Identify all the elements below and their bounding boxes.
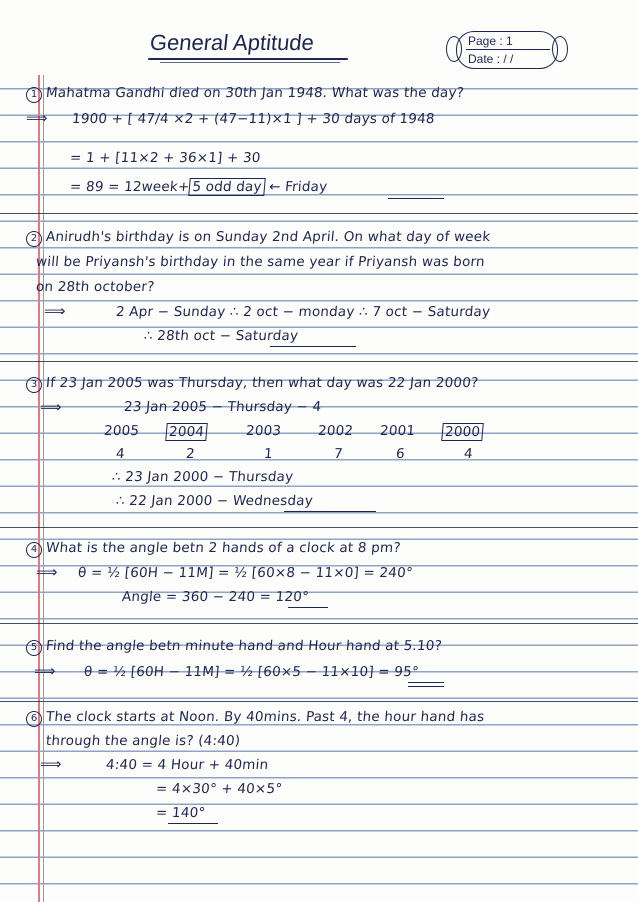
- q3-year-2000: 2000: [441, 423, 484, 441]
- q4-answer-underline: [288, 607, 328, 608]
- arrow-icon: ⟹: [40, 398, 62, 416]
- q6-question-line2: through the angle is? (4:40): [45, 733, 241, 749]
- q2-question-line1: Anirudh's birthday is on Sunday 2nd April. On what day of week: [45, 229, 492, 245]
- q1-step2: = 1 + [11×2 + 36×1] + 30: [69, 150, 262, 166]
- arrow-icon: ⟹: [26, 109, 48, 127]
- section-separator: [0, 213, 638, 214]
- q4-line2: Angle = 360 − 240 = 120°: [121, 589, 310, 605]
- title-underline-2: [160, 62, 340, 63]
- section-separator: [0, 701, 638, 702]
- q5-answer-underline: [408, 682, 444, 683]
- q1-question: Mahatma Gandhi died on 30th Jan 1948. What was the day?: [45, 85, 465, 101]
- q1-odd-day-box: 5 odd day: [189, 178, 266, 196]
- page-number-label: Page : 1: [468, 34, 513, 48]
- page-date-ornament-right: [552, 36, 568, 62]
- title-underline: [148, 58, 348, 60]
- arrow-icon: ⟹: [40, 755, 62, 773]
- q4-line1: θ = ½ [60H − 11M] = ½ [60×8 − 11×0] = 240°: [77, 565, 414, 581]
- q3-year-2003: 2003: [245, 423, 282, 439]
- section-separator: [0, 361, 638, 362]
- question-number-5: 5: [26, 640, 42, 656]
- question-number-3: 3: [26, 377, 42, 393]
- q3-answer-underline: [284, 511, 376, 512]
- q5-answer-underline-2: [408, 686, 444, 687]
- question-number-2: 2: [26, 231, 42, 247]
- q1-answer-underline: [388, 198, 444, 199]
- q6-line1: 4:40 = 4 Hour + 40min: [105, 757, 270, 773]
- q1-step1: 1900 + [ 47/4 ×2 + (47−11)×1 ] + 30 days of 1948: [71, 111, 436, 127]
- q3-odd-2004: 2: [185, 446, 196, 462]
- q3-year-2001: 2001: [379, 423, 416, 439]
- q1-step3: [69, 178, 328, 196]
- q6-answer-underline: [168, 823, 218, 824]
- page-title: General Aptitude: [148, 30, 316, 55]
- question-number-6: 6: [26, 711, 42, 727]
- question-number-1: 1: [26, 87, 42, 103]
- q3-line5: ∴ 22 Jan 2000 − Wednesday: [115, 493, 314, 509]
- arrow-icon: ⟹: [34, 662, 56, 680]
- q3-odd-2005: 4: [115, 446, 126, 462]
- q3-odd-2001: 6: [395, 446, 406, 462]
- arrow-icon: ⟹: [36, 563, 58, 581]
- q1-step3-lhs: = 89 = 12week+: [69, 179, 191, 195]
- q3-odd-2000: 4: [463, 446, 474, 462]
- q3-question: If 23 Jan 2005 was Thursday, then what day was 22 Jan 2000?: [45, 375, 480, 391]
- q3-line1: 23 Jan 2005 − Thursday − 4: [123, 399, 322, 415]
- q5-line1: θ = ½ [60H − 11M] = ½ [60×5 − 11×10] = 95°: [83, 664, 420, 680]
- q1-answer: ← Friday: [268, 179, 328, 195]
- q2-line1: 2 Apr − Sunday ∴ 2 oct − monday ∴ 7 oct − Saturday: [115, 304, 491, 320]
- q2-question-line3: on 28th october?: [35, 279, 156, 295]
- q2-line2: ∴ 28th oct − Saturday: [143, 328, 299, 344]
- q3-year-2002: 2002: [317, 423, 354, 439]
- q5-question: Find the angle betn minute hand and Hour hand at 5.10?: [45, 638, 443, 654]
- q3-year-2005: 2005: [103, 423, 140, 439]
- q2-question-line2: will be Priyansh's birthday in the same year if Priyansh was born: [35, 254, 486, 270]
- q6-line2: = 4×30° + 40×5°: [155, 781, 283, 797]
- q6-line3: = 140°: [155, 805, 207, 821]
- q3-odd-2002: 7: [333, 446, 344, 462]
- q4-question: What is the angle betn 2 hands of a clock at 8 pm?: [45, 540, 402, 556]
- q3-odd-2003: 1: [263, 446, 274, 462]
- arrow-icon: ⟹: [44, 302, 66, 320]
- section-separator: [0, 527, 638, 528]
- q3-line4: ∴ 23 Jan 2000 − Thursday: [111, 469, 294, 485]
- question-number-4: 4: [26, 542, 42, 558]
- date-label: Date : / /: [468, 52, 514, 66]
- section-separator: [0, 623, 638, 624]
- q2-answer-underline: [270, 346, 356, 347]
- q6-question-line1: The clock starts at Noon. By 40mins. Past 4, the hour hand has: [45, 709, 486, 725]
- page-date-divider: [466, 49, 550, 50]
- q3-year-2004: 2004: [165, 423, 208, 441]
